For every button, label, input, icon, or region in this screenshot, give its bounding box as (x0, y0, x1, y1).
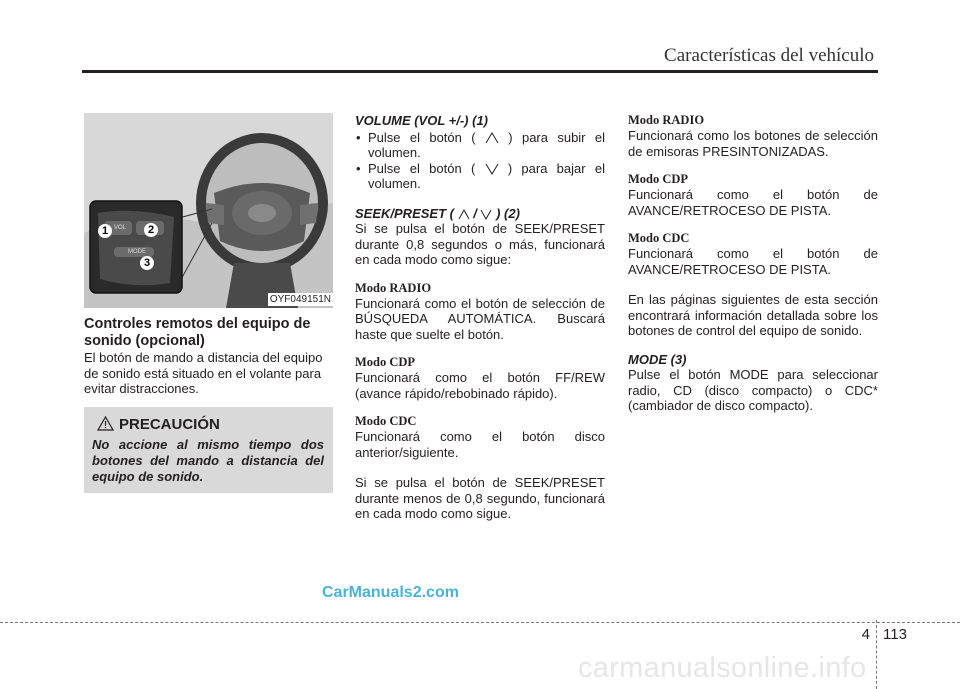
chevron-down-icon (480, 209, 492, 220)
vol-button-label: VOL (114, 225, 127, 231)
short-press-text: Si se pulsa el botón de SEEK/PRESET durante menos de 0,8 segundo, funcionará en cada modo como sigue. (355, 475, 605, 521)
bullet-dot: • (356, 160, 361, 176)
footer-rule (0, 622, 960, 623)
bullet-volume-down (355, 161, 605, 192)
mid-cdp-text: Funcionará como el botón FF/REW (avance rápido/rebobinado rápido). (355, 370, 605, 401)
callout-1: 1 (98, 224, 112, 238)
callout-2: 2 (144, 223, 158, 237)
right-column (628, 113, 878, 414)
bullet-down-text-2: ) para bajar el volumen. (368, 160, 605, 191)
seek-heading-slash: / (473, 205, 477, 221)
intro-paragraph: El botón de mando a distancia del equipo de sonido está situado en el volante para evitar distracciones. (84, 350, 323, 396)
seek-heading-part-2: ) (2) (496, 205, 520, 221)
bullet-down-text-1: Pulse el botón ( (368, 160, 476, 176)
mid-radio-heading: Modo RADIO (355, 280, 432, 295)
seek-intro: Si se pulsa el botón de SEEK/PRESET durante 0,8 segundos o más, funcionará en cada modo como sigue: (355, 221, 605, 267)
steering-wheel-figure (84, 113, 333, 308)
right-cdp-heading: Modo CDP (628, 172, 689, 186)
middle-column (355, 113, 605, 522)
header-rule (82, 70, 878, 73)
seek-heading (355, 206, 605, 222)
bullet-dot: • (356, 129, 361, 145)
chevron-down-icon (485, 163, 499, 175)
caution-title: PRECAUCIÓN (119, 416, 220, 433)
bullet-up-text-1: Pulse el botón ( (368, 129, 476, 145)
callout-3: 3 (140, 256, 154, 270)
mode-button-label: MODE (128, 249, 146, 255)
page-number: 113 (883, 626, 907, 643)
mid-cdp-heading: Modo CDP (355, 355, 416, 369)
right-cdc-heading: Modo CDC (628, 231, 690, 245)
chapter-number: 4 (861, 626, 870, 643)
right-cdp-text: Funcionará como el botón de AVANCE/RETROCESO DE PISTA. (628, 187, 878, 218)
chevron-up-icon (458, 209, 470, 220)
bullet-volume-up (355, 130, 605, 161)
footer-watermark: carmanualsonline.info (578, 652, 867, 684)
mode-text: Pulse el botón MODE para seleccionar radio, CD (disco compacto) o CDC* (cambiador de disco compacto). (628, 367, 878, 413)
caution-text: No accione al mismo tiempo dos botones del mando a distancia del equipo de sonido. (92, 437, 324, 484)
mid-cdc-heading: Modo CDC (355, 414, 417, 428)
seek-heading-part-1: SEEK/PRESET ( (355, 205, 454, 221)
steering-wheel-illustration (84, 113, 333, 308)
bullet-up-text-2: ) para subir el volumen. (368, 129, 605, 160)
mid-cdc-text: Funcionará como el botón disco anterior/siguiente. (355, 429, 605, 460)
watermark-link[interactable]: CarManuals2.com (322, 584, 459, 601)
volume-heading: VOLUME (VOL +/-) (1) (355, 113, 489, 128)
warning-icon (97, 416, 114, 431)
chevron-up-icon (485, 132, 499, 144)
caution-box (84, 407, 333, 493)
section-heading: Controles remotos del equipo de sonido (opcional) (84, 316, 311, 349)
right-radio-text: Funcionará como los botones de selección de emisoras PRESINTONIZADAS. (628, 128, 878, 159)
right-cdc-text: Funcionará como el botón de AVANCE/RETROCESO DE PISTA. (628, 246, 878, 277)
footer-divider (876, 620, 877, 689)
mode-heading: MODE (3) (628, 351, 687, 367)
right-radio-heading: Modo RADIO (628, 113, 705, 127)
section-title: Características del vehículo (664, 45, 874, 66)
mid-radio-text: Funcionará como el botón de selección de BÚSQUEDA AUTOMÁTICA. Buscará haste que suelte el botón. (355, 295, 605, 342)
figure-code: OYF049151N (269, 294, 331, 305)
pages-info-text: En las páginas siguientes de esta sección encontrará información detallada sobre los botones de control del equipo de sonido. (628, 292, 878, 338)
